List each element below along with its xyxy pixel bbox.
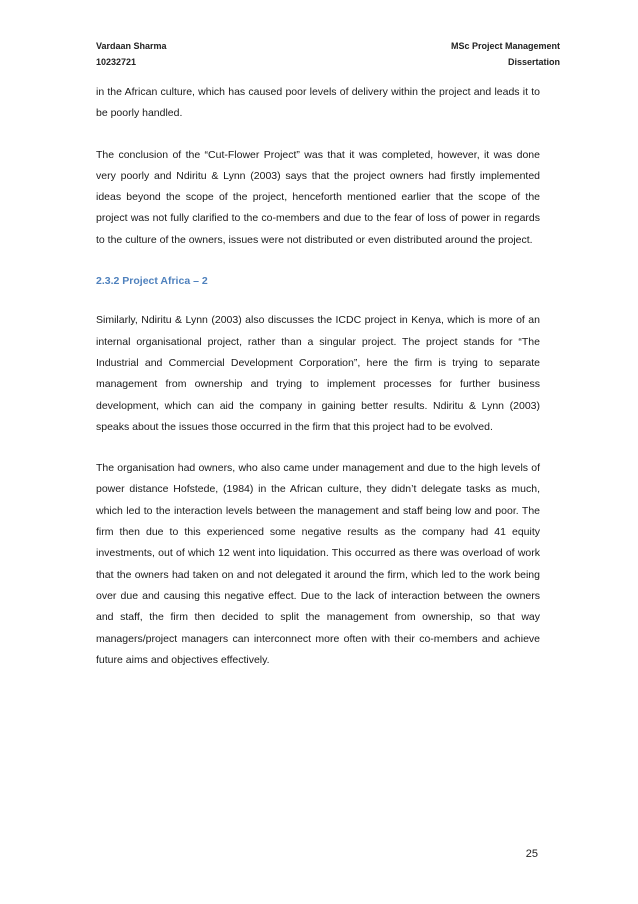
page-number: 25 [525,848,538,860]
paragraph-3: Similarly, Ndiritu & Lynn (2003) also discusses the ICDC project in Kenya, which is more of an internal organisational project, rather than a singular project. The project stands for “The Industrial and Commercial Development Corporation”, here the firm is trying to separate management from ownership and trying to implement processes for further business development, which can aid the company in gaining better results. Ndiritu & Lynn (2003) speaks about the issues those occurred in the firm that this project had to be evolved. [96,314,540,433]
author-name: Vardaan Sharma [96,41,167,51]
student-id: 10232721 [96,57,137,67]
document-type: Dissertation [507,57,560,67]
document-body [96,82,540,691]
course-name: MSc Project Management [450,41,560,51]
paragraph-1: in the African culture, which has caused poor levels of delivery within the project and leads it to be poorly handled. [96,86,540,120]
section-heading: 2.3.2 Project Africa – 2 [96,275,208,288]
paragraph-4: The organisation had owners, who also came under management and due to the high levels of power distance Hofstede, (1984) in the African culture, they didn’t delegate tasks as much, which led to the interaction levels between the management and staff being low and poor. The firm then due to this experienced some negative results as the company had 41 equity investments, out of which 12 went into liquidation. This occurred as there was overload of work that the owners had taken on and not delegated it around the firm, which led to the work being over due and causing this negative effect. Due to the lack of interaction between the owners and staff, the firm then decided to split the management from ownership, so that way managers/project managers can interconnect more often with their co-members and achieve future aims and objectives effectively. [96,462,540,666]
paragraph-2: The conclusion of the “Cut-Flower Project” was that it was completed, however, it was done very poorly and Ndiritu & Lynn (2003) says that the project owners had firstly implemented ideas beyond the scope of the project, henceforth mentioned earlier that the scope of the project was not fully clarified to the co-members and due to the fear of loss of power in regards to the culture of the owners, issues were not distributed or even distributed around the project. [96,148,540,246]
page-header [96,38,560,70]
